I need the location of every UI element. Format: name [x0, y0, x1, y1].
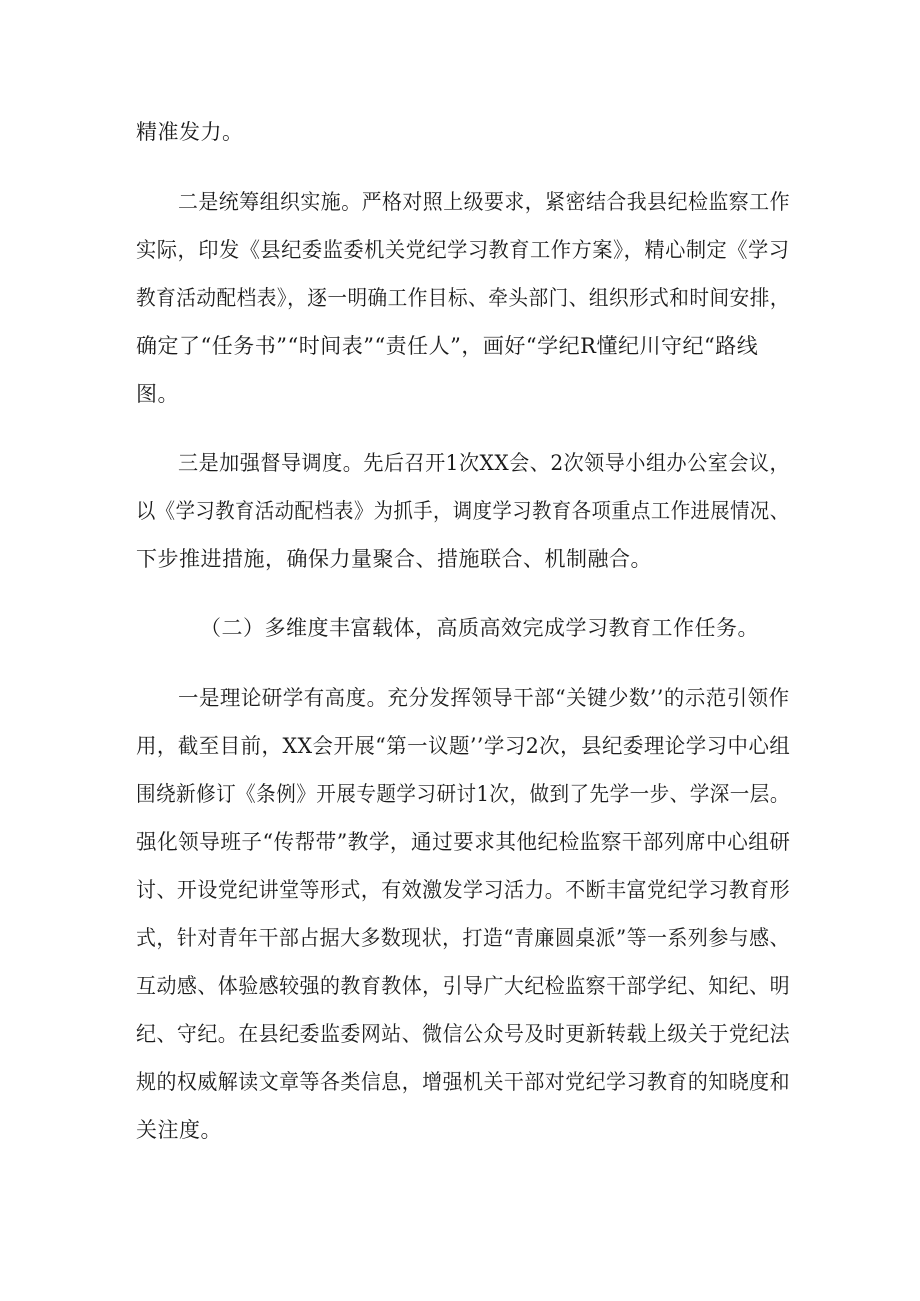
paragraph-line: 下步推进措施，确保力量聚合、措施联合、机制融合。 — [136, 547, 652, 571]
paragraph-line: 精准发力。 — [136, 120, 244, 144]
paragraph-line: 确定了“任务书”“时间表”“责任人”，画好“学纪R懂纪川守纪“路线 — [136, 334, 759, 358]
paragraph-line: 实际，印发《县纪委监委机关党纪学习教育工作方案》，精心制定《学习 — [136, 238, 790, 262]
paragraph-line: 互动感、体验感较强的教育教体，引导广大纪检监察干部学纪、知纪、明 — [136, 974, 791, 998]
section-heading: （二）多维度丰富载体，高质高效完成学习教育工作任务。 — [200, 616, 759, 640]
paragraph-line: 纪、守纪。在县纪委监委网站、微信公众号及时更新转载上级关于党纪法 — [136, 1022, 791, 1046]
paragraph-line: 讨、开设党纪讲堂等形式，有效激发学习活力。不断丰富党纪学习教育形 — [136, 878, 791, 902]
paragraph-line: 一是理论研学有高度。充分发挥领导干部“关键少数’’的示范引领作 — [178, 686, 790, 710]
paragraph-line: 三是加强督导调度。先后召开1次XX会、2次领导小组办公室会议， — [178, 451, 791, 475]
paragraph-line: 二是统筹组织实施。严格对照上级要求，紧密结合我县纪检监察工作 — [178, 190, 790, 214]
paragraph-line: 图。 — [136, 382, 179, 406]
paragraph-line: 围绕新修订《条例》开展专题学习研讨1次，做到了先学一步、学深一层。 — [136, 782, 790, 806]
paragraph-line: 关注度。 — [136, 1118, 222, 1142]
paragraph-line: 式，针对青年干部占据大多数现状，打造“青廉圆桌派”等一系列参与感、 — [136, 926, 790, 950]
paragraph-line: 以《学习教育活动配档表》为抓手，调度学习教育各项重点工作进展情况、 — [136, 499, 790, 523]
paragraph-line: 用，截至目前，XX会开展“第一议题’’学习2次，县纪委理论学习中心组 — [136, 734, 791, 758]
paragraph-line: 教育活动配档表》，逐一明确工作目标、牵头部门、组织形式和时间安排， — [136, 286, 790, 310]
paragraph-line: 规的权威解读文章等各类信息，增强机关干部对党纪学习教育的知晓度和 — [136, 1070, 791, 1094]
paragraph-line: 强化领导班子“传帮带”教学，通过要求其他纪检监察干部列席中心组研 — [136, 830, 791, 854]
